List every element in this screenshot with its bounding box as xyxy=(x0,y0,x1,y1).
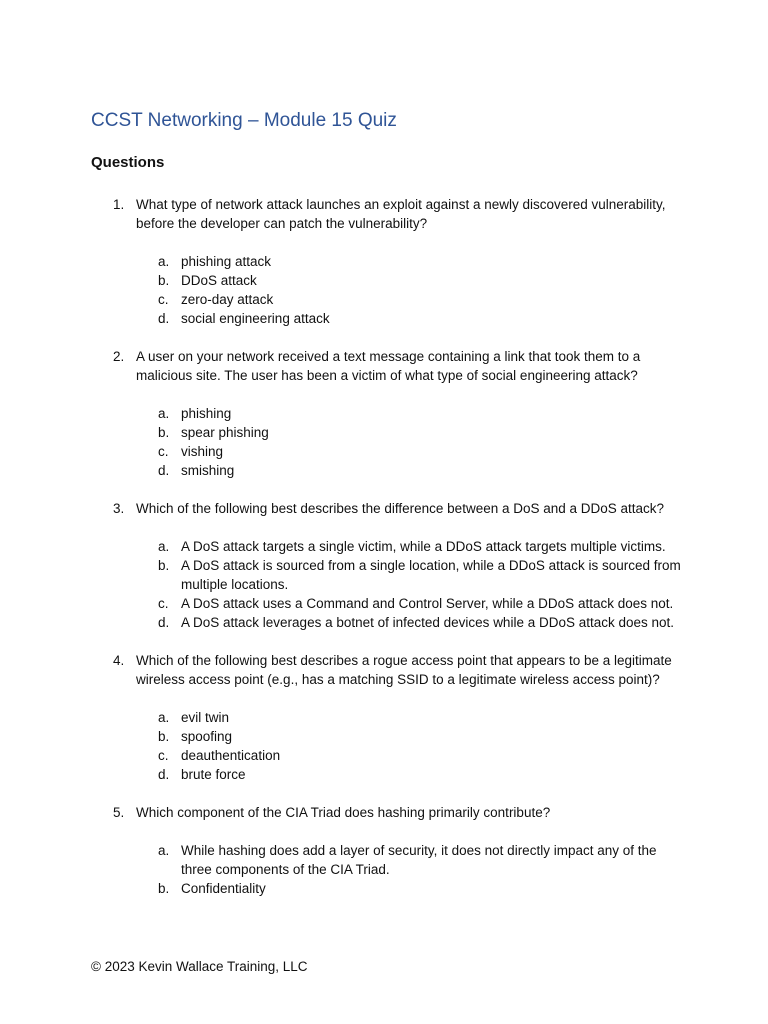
answer-letter: d. xyxy=(158,463,170,478)
answer-letter: a. xyxy=(158,254,170,269)
answer-option xyxy=(0,442,768,461)
answer-option xyxy=(0,252,768,271)
answer-text: A DoS attack is sourced from a single location, while a DDoS attack is sourced from multiple locations. xyxy=(181,558,681,592)
answer-list xyxy=(0,404,768,480)
answer-letter: a. xyxy=(158,539,170,554)
question-item xyxy=(0,651,768,784)
answer-option xyxy=(0,290,768,309)
answer-text: deauthentication xyxy=(181,748,281,763)
answer-letter: b. xyxy=(158,881,170,896)
section-heading: Questions xyxy=(91,154,165,171)
answer-text: spear phishing xyxy=(181,425,269,440)
answer-list xyxy=(0,252,768,328)
answer-letter: b. xyxy=(158,425,170,440)
answer-option xyxy=(0,309,768,328)
answer-text: DDoS attack xyxy=(181,273,257,288)
answer-list xyxy=(0,841,768,898)
answer-option xyxy=(0,556,768,594)
question-text: What type of network attack launches an exploit against a newly discovered vulnerability, before the developer can patch the vulnerability? xyxy=(136,197,666,231)
answer-option xyxy=(0,879,768,898)
answer-option xyxy=(0,461,768,480)
answer-letter: a. xyxy=(158,843,170,858)
question-text: A user on your network received a text message containing a link that took them to a malicious site. The user has been a victim of what type of social engineering attack? xyxy=(136,349,641,383)
answer-letter: d. xyxy=(158,311,170,326)
answer-text: vishing xyxy=(181,444,224,459)
question-item xyxy=(0,195,768,328)
answer-text: zero-day attack xyxy=(181,292,274,307)
question-text: Which of the following best describes a rogue access point that appears to be a legitimate wireless access point (e.g., has a matching SSID to a legitimate wireless access point)? xyxy=(136,653,672,687)
answer-letter: b. xyxy=(158,558,170,573)
answer-letter: d. xyxy=(158,615,170,630)
answer-text: evil twin xyxy=(181,710,230,725)
answer-option xyxy=(0,594,768,613)
answer-text: A DoS attack targets a single victim, while a DDoS attack targets multiple victims. xyxy=(181,539,666,554)
answer-letter: c. xyxy=(158,596,169,611)
answer-list xyxy=(0,537,768,632)
question-item xyxy=(0,499,768,632)
answer-list xyxy=(0,708,768,784)
answer-option xyxy=(0,765,768,784)
answer-text: brute force xyxy=(181,767,246,782)
question-number: 3. xyxy=(113,501,125,516)
answer-option xyxy=(0,613,768,632)
question-item xyxy=(0,347,768,480)
question-list xyxy=(0,195,768,917)
answer-letter: d. xyxy=(158,767,170,782)
answer-text: social engineering attack xyxy=(181,311,330,326)
answer-option xyxy=(0,841,768,879)
question-text: Which component of the CIA Triad does hashing primarily contribute? xyxy=(136,805,551,820)
answer-letter: a. xyxy=(158,710,170,725)
answer-text: spoofing xyxy=(181,729,233,744)
answer-text: smishing xyxy=(181,463,235,478)
answer-letter: b. xyxy=(158,729,170,744)
answer-text: Confidentiality xyxy=(181,881,266,896)
answer-letter: a. xyxy=(158,406,170,421)
answer-option xyxy=(0,423,768,442)
answer-letter: c. xyxy=(158,292,169,307)
question-text: Which of the following best describes the difference between a DoS and a DDoS attack? xyxy=(136,501,665,516)
answer-text: A DoS attack uses a Command and Control Server, while a DDoS attack does not. xyxy=(181,596,674,611)
answer-option xyxy=(0,537,768,556)
answer-option xyxy=(0,746,768,765)
answer-option xyxy=(0,708,768,727)
question-number: 1. xyxy=(113,197,125,212)
answer-letter: b. xyxy=(158,273,170,288)
answer-letter: c. xyxy=(158,444,169,459)
answer-option xyxy=(0,404,768,423)
answer-text: A DoS attack leverages a botnet of infected devices while a DDoS attack does not. xyxy=(181,615,675,630)
question-number: 2. xyxy=(113,349,125,364)
answer-option xyxy=(0,271,768,290)
document-title: CCST Networking – Module 15 Quiz xyxy=(91,110,397,131)
question-item xyxy=(0,803,768,898)
question-number: 5. xyxy=(113,805,125,820)
answer-letter: c. xyxy=(158,748,169,763)
copyright-footer: © 2023 Kevin Wallace Training, LLC xyxy=(91,959,308,974)
question-number: 4. xyxy=(113,653,125,668)
answer-text: phishing xyxy=(181,406,232,421)
answer-text: While hashing does add a layer of security, it does not directly impact any of the three components of the CIA Triad. xyxy=(181,843,657,877)
answer-text: phishing attack xyxy=(181,254,272,269)
answer-option xyxy=(0,727,768,746)
